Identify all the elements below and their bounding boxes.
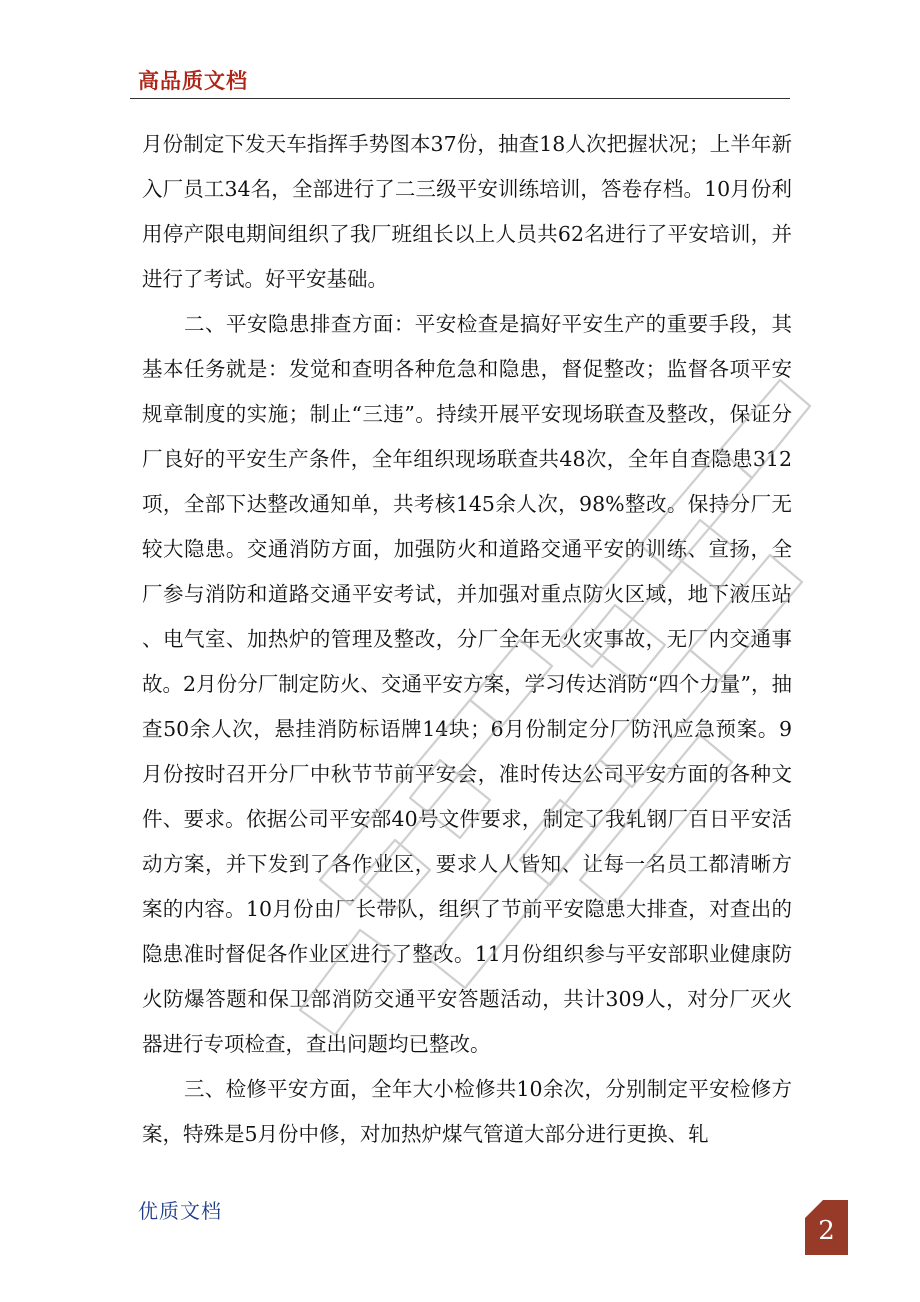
- document-body: [142, 122, 792, 1157]
- paragraph-1: 月份制定下发天车指挥手势图本37份，抽查18人次把握状况；上半年新入厂员工34名，全部进行了二三级平安训练培训，答卷存档。10月份利用停产限电期间组织了我厂班组长以上人员共62名进行了平安培训，并进行了考试。好平安基础。: [142, 132, 792, 291]
- page-number: 2: [818, 1216, 835, 1246]
- paragraph-3: 三、检修平安方面，全年大小检修共10余次，分别制定平安检修方案，特殊是5月份中修，对加热炉煤气管道大部分进行更换、轧: [142, 1077, 792, 1146]
- header-title: 高品质文档: [138, 69, 248, 93]
- footer-title: 优质文档: [138, 1199, 222, 1223]
- page-corner-fold: [805, 1200, 823, 1218]
- paragraph-2: 二、平安隐患排查方面：平安检查是搞好平安生产的重要手段，其基本任务就是：发觉和查明各种危急和隐患，督促整改；监督各项平安规章制度的实施；制止“三违”。持续开展平安现场联查及整改，保证分厂良好的平安生产条件，全年组织现场联查共48次，全年自查隐患312项，全部下达整改通知单，共考核145余人次，98%整改。保持分厂无较大隐患。交通消防方面，加强防火和道路交通平安的训练、宣扬，全厂参与消防和道路交通平安考试，并加强对重点防火区域，地下液压站、电气室、加热炉的管理及整改，分厂全年无火灾事故，无厂内交通事故。2月份分厂制定防火、交通平安方案，学习传达消防“四个力量”，抽查50余人次，悬挂消防标语牌14块；6月份制定分厂防汛应急预案。9月份按时召开分厂中秋节节前平安会，准时传达公司平安方面的各种文件、要求。依据公司平安部40号文件要求，制定了我轧钢厂百日平安活动方案，并下发到了各作业区，要求人人皆知、让每一名员工都清晰方案的内容。10月份由厂长带队，组织了节前平安隐患大排查，对查出的隐患准时督促各作业区进行了整改。11月份组织参与平安部职业健康防火防爆答题和保卫部消防交通平安答题活动，共计309人，对分厂灭火器进行专项检查，查出问题均已整改。: [142, 312, 792, 1056]
- header-divider: [130, 98, 790, 99]
